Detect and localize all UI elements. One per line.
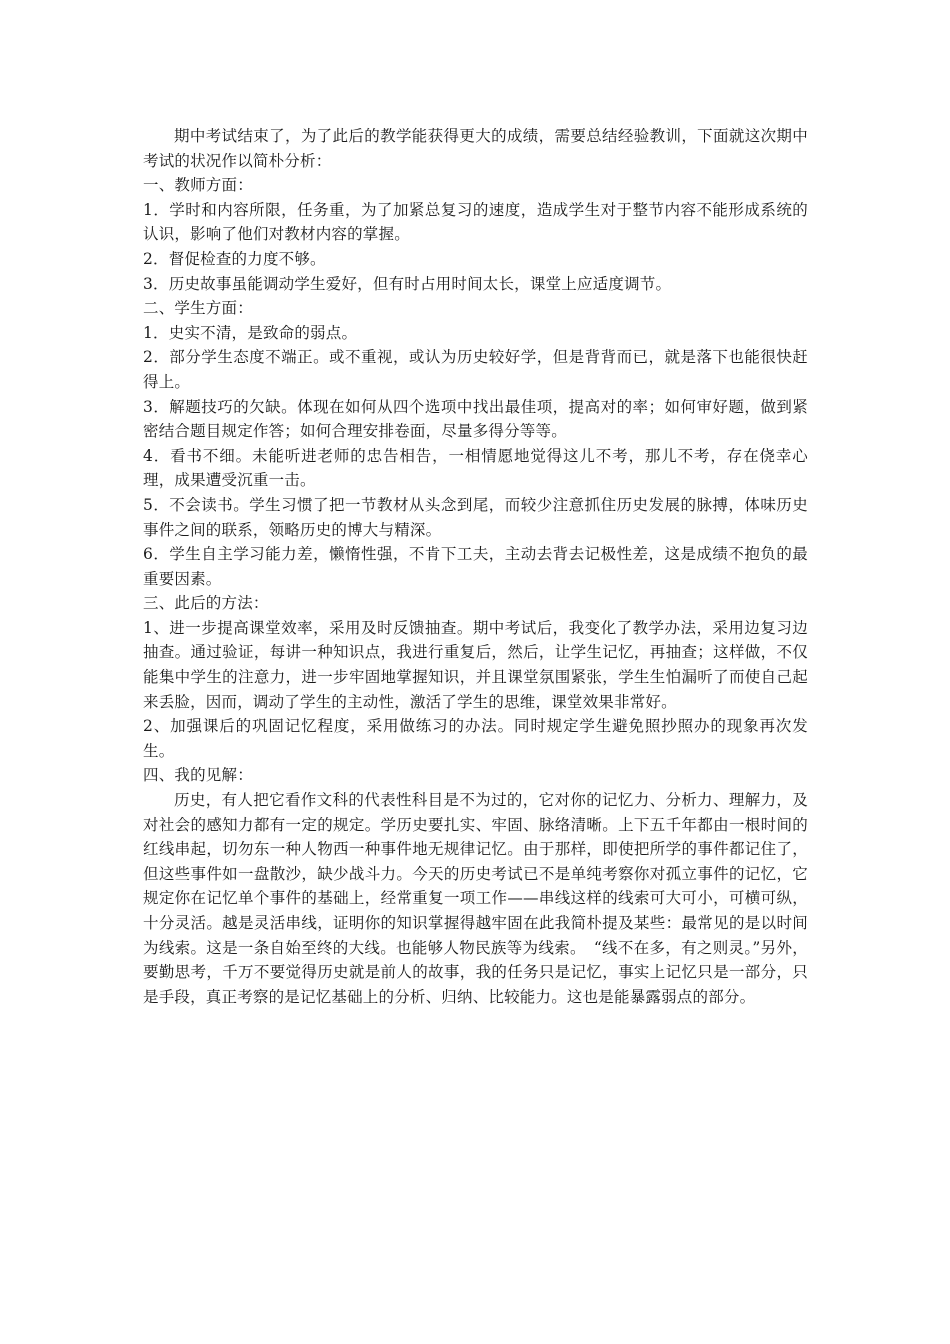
methods-item-2: 2、加强课后的巩固记忆程度，采用做练习的办法。同时规定学生避免照抄照办的现象再次发生。 <box>143 717 808 760</box>
opinion-paragraph: 历史，有人把它看作文科的代表性科目是不为过的，它对你的记忆力、分析力、理解力，及对社会的感知力都有一定的规定。学历史要扎实、牢固、脉络清晰。上下五千年都由一根时间的红线串起，切勿东一种人物西一种事件地无规律记忆。由于那样，即使把所学的事件都记住了，但这些事件如一盘散沙，缺少战斗力。今天的历史考试已不是单纯考察你对孤立事件的记忆，它规定你在记忆单个事件的基础上，经常重复一项工作——串线这样的线索可大可小，可横可纵，十分灵活。越是灵活串线，证明你的知识掌握得越牢固在此我简朴提及某些：最常见的是以时间为线索。这是一条自始至终的大线。也能够人物民族等为线索。 “线不在多，有之则灵。”另外，要勤思考，千万不要觉得历史就是前人的故事，我的任务只是记忆，事实上记忆只是一部分，只是手段，真正考察的是记忆基础上的分析、归纳、比较能力。这也是能暴露弱点的部分。 <box>143 791 808 1006</box>
student-item-3: 3．解题技巧的欠缺。体现在如何从四个选项中找出最佳项，提高对的率；如何审好题，做到紧密结合题目规定作答；如何合理安排卷面，尽量多得分等等。 <box>143 397 808 441</box>
student-item-1: 1．史实不清，是致命的弱点。 <box>143 323 358 342</box>
teacher-heading: 一、教师方面： <box>143 176 253 195</box>
document-body <box>143 124 808 1009</box>
student-heading: 二、学生方面： <box>143 299 253 318</box>
student-item-6: 6．学生自主学习能力差，懒惰性强，不肯下工夫，主动去背去记极性差，这是成绩不抱负的最重要因素。 <box>143 545 808 588</box>
teacher-item-2: 2．督促检查的力度不够。 <box>143 249 326 268</box>
student-item-4: 4．看书不细。未能听进老师的忠告相告，一相情愿地觉得这儿不考，那儿不考，存在侥幸心理，成果遭受沉重一击。 <box>143 446 808 490</box>
methods-item-1: 1、进一步提高课堂效率，采用及时反馈抽查。期中考试后，我变化了教学办法，采用边复习边抽查。通过验证，每讲一种知识点，我进行重复后，然后，让学生记忆，再抽查；这样做，不仅能集中学生的注意力，进一步牢固地掌握知识，并且课堂氛围紧张，学生生怕漏听了而使自己起来丢脸，因而，调动了学生的主动性，激活了学生的思维，课堂效果非常好。 <box>143 618 808 711</box>
intro-paragraph: 期中考试结束了，为了此后的教学能获得更大的成绩，需要总结经验教训，下面就这次期中考试的状况作以简朴分析： <box>143 127 808 170</box>
teacher-item-3: 3．历史故事虽能调动学生爱好，但有时占用时间太长，课堂上应适度调节。 <box>143 274 672 293</box>
student-item-5: 5．不会读书。学生习惯了把一节教材从头念到尾，而较少注意抓住历史发展的脉搏，体味历史事件之间的联系，领略历史的博大与精深。 <box>143 495 808 539</box>
opinion-heading: 四、我的见解： <box>143 766 253 785</box>
teacher-item-1: 1．学时和内容所限，任务重，为了加紧总复习的速度，造成学生对于整节内容不能形成系统的认识，影响了他们对教材内容的掌握。 <box>143 200 808 244</box>
methods-heading: 三、此后的方法： <box>143 594 269 613</box>
student-item-2: 2．部分学生态度不端正。或不重视，或认为历史较好学，但是背背而已，就是落下也能很快赶得上。 <box>143 348 808 391</box>
